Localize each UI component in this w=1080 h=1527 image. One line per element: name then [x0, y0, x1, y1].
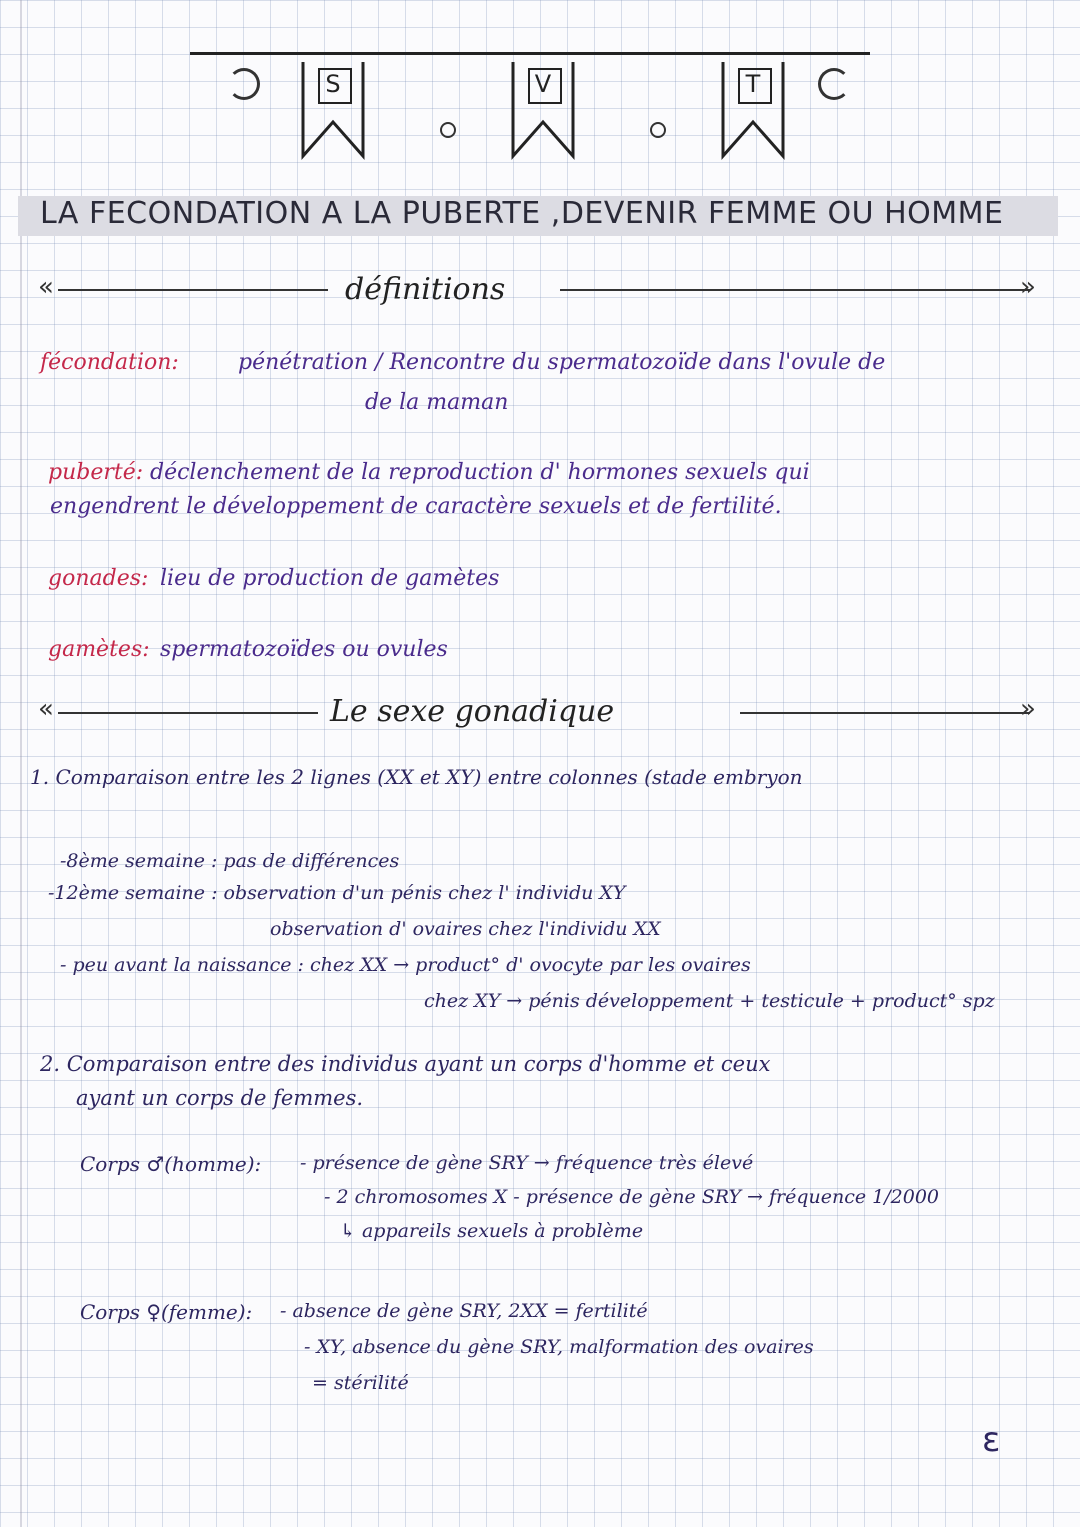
banner-dot	[650, 122, 666, 138]
section-divider	[560, 289, 1030, 291]
definition-text: pénétration / Rencontre du spermatozoïde dans l'ovule de	[238, 350, 886, 375]
corps-homme-line: - 2 chromosomes X - présence de gène SRY → fréquence 1/2000	[324, 1186, 940, 1208]
definition-text: spermatozoïdes ou ovules	[160, 637, 448, 662]
banner-ring-right	[818, 68, 850, 100]
section-divider	[740, 712, 1030, 714]
corps-homme-label: Corps ♂(homme):	[80, 1152, 262, 1176]
page-mark: ɛ	[982, 1420, 1001, 1460]
definition-term: fécondation:	[40, 350, 179, 375]
corps-homme-line: - présence de gène SRY → fréquence très élevé	[300, 1152, 754, 1174]
corps-femme-label: Corps ♀(femme):	[80, 1300, 253, 1324]
point-1-line: chez XY → pénis développement + testicule + product° spz	[424, 990, 995, 1012]
banner-flag-t	[720, 60, 786, 160]
point-2-title: ayant un corps de femmes.	[76, 1086, 364, 1110]
page-title: LA FECONDATION A LA PUBERTE ,DEVENIR FEMME OU HOMME	[40, 196, 1004, 231]
section-heading-definitions: définitions	[345, 272, 506, 307]
banner-letter-t: T	[745, 70, 761, 98]
double-arrow-right-icon: »	[1020, 694, 1036, 724]
banner-flag-s	[300, 60, 366, 160]
section-heading-sexe-gonadique: Le sexe gonadique	[330, 694, 615, 729]
banner-flag-v	[510, 60, 576, 160]
definition-text: engendrent le développement de caractère sexuels et de fertilité.	[50, 494, 782, 519]
banner-rope	[190, 52, 870, 55]
section-divider	[58, 289, 328, 291]
point-1-line: observation d' ovaires chez l'individu XX	[270, 918, 661, 940]
banner-letter-s: S	[325, 70, 341, 98]
banner-ring-left	[228, 68, 260, 100]
double-arrow-left-icon: «	[38, 694, 54, 724]
definition-term: gonades:	[48, 566, 149, 591]
definition-term: puberté:	[48, 460, 144, 485]
double-arrow-right-icon: »	[1020, 272, 1036, 302]
banner-dot	[440, 122, 456, 138]
banner-letter-v: V	[534, 70, 552, 98]
definition-text: lieu de production de gamètes	[160, 566, 500, 591]
point-1-title: 1. Comparaison entre les 2 lignes (XX et XY) entre colonnes (stade embryon	[30, 765, 803, 789]
corps-homme-line: ↳ appareils sexuels à problème	[340, 1220, 644, 1242]
corps-femme-line: - XY, absence du gène SRY, malformation des ovaires	[304, 1336, 814, 1358]
definition-term: gamètes:	[48, 637, 150, 662]
corps-femme-line: = stérilité	[312, 1372, 409, 1394]
point-1-line: - peu avant la naissance : chez XX → product° d' ovocyte par les ovaires	[60, 954, 751, 976]
point-2-title: 2. Comparaison entre des individus ayant un corps d'homme et ceux	[40, 1052, 771, 1076]
point-1-line: -8ème semaine : pas de différences	[60, 850, 400, 872]
point-1-line: -12ème semaine : observation d'un pénis chez l' individu XY	[48, 882, 626, 904]
definition-text: déclenchement de la reproduction d' hormones sexuels qui	[150, 460, 810, 485]
section-divider	[58, 712, 318, 714]
corps-femme-line: - absence de gène SRY, 2XX = fertilité	[280, 1300, 648, 1322]
definition-text: de la maman	[365, 390, 509, 415]
double-arrow-left-icon: «	[38, 272, 54, 302]
